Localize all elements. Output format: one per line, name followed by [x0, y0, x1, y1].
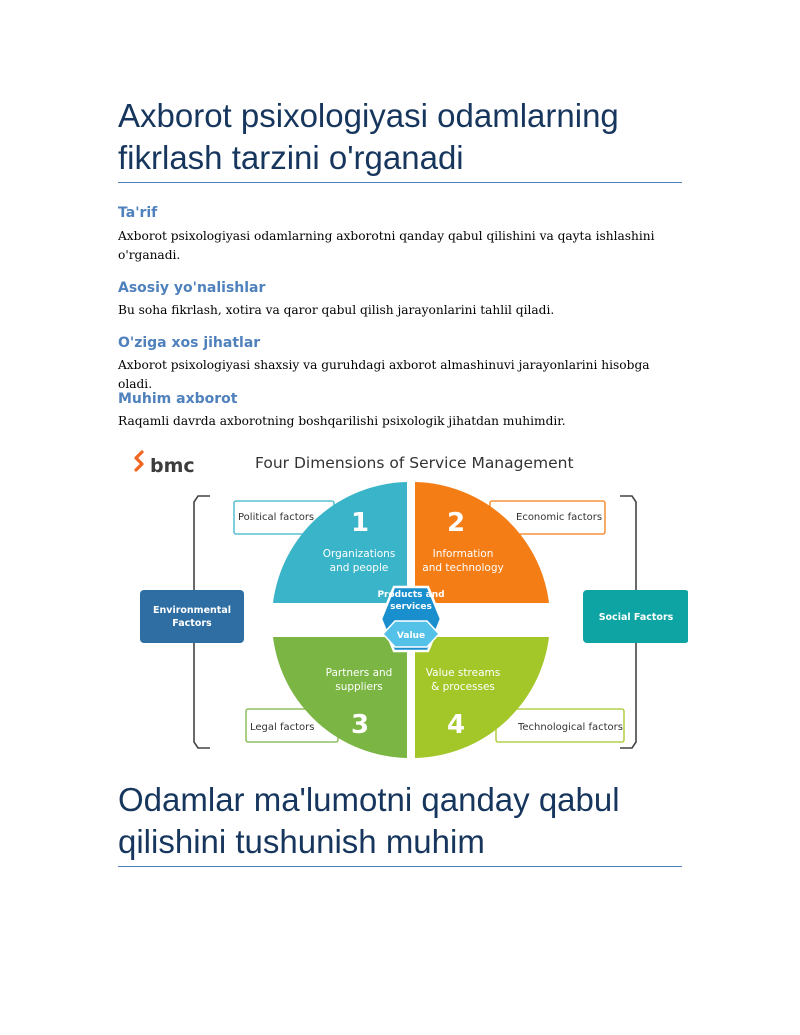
environmental-factors-line1: Environmental	[153, 605, 231, 616]
political-factors-label: Political factors	[238, 512, 315, 523]
diagram-svg	[118, 440, 688, 770]
service-management-figure	[118, 440, 688, 770]
section-heading-features: O'ziga xos jihatlar	[118, 335, 261, 351]
section-text-features: Axborot psixologiyasi shaxsiy va guruhdagi axborot almashinuvi jarayonlarini hisobga oladi.	[118, 358, 650, 391]
quadrant-3-label-line2: suppliers	[335, 681, 383, 693]
section-heading-definition: Ta'rif	[118, 205, 158, 221]
environmental-factors-box	[140, 590, 244, 643]
bmc-logo-text: bmc	[150, 455, 195, 477]
legal-factors-label: Legal factors	[250, 722, 315, 733]
technological-factors-label: Technological factors	[518, 722, 623, 733]
center-label-line2: services	[390, 602, 432, 612]
quadrant-4-number: 4	[446, 710, 466, 740]
title-underline	[118, 182, 682, 183]
quadrant-3-number: 3	[350, 710, 370, 740]
center-label-line1: Products and	[377, 590, 445, 600]
quadrant-4-label-line1: Value streams	[425, 667, 501, 679]
quadrant-1-label-line2: and people	[329, 562, 389, 574]
quadrant-1-label-line1: Organizations	[322, 548, 396, 560]
section-text-important: Raqamli davrda axborotning boshqarilishi psixologik jihatdan muhimdir.	[118, 414, 566, 428]
section-heading-directions: Asosiy yo'nalishlar	[118, 280, 266, 296]
second-title-underline	[118, 866, 682, 867]
section-heading-important: Muhim axborot	[118, 391, 238, 407]
quadrant-1	[273, 482, 407, 603]
quadrant-2	[415, 482, 549, 603]
economic-factors-label: Economic factors	[516, 512, 603, 523]
figure-title: Four Dimensions of Service Management	[255, 454, 574, 472]
bmc-logo	[136, 452, 195, 477]
environmental-factors-line2: Factors	[172, 618, 212, 629]
quadrant-3-label-line1: Partners and	[325, 667, 393, 679]
quadrant-2-label-line1: Information	[432, 548, 494, 560]
quadrant-4-label-line2: & processes	[431, 681, 495, 693]
quadrant-2-label-line2: and technology	[422, 562, 504, 574]
second-title: Odamlar ma'lumotni qanday qabul qilishini tushunish muhim	[118, 781, 620, 860]
section-text-definition: Axborot psixologiyasi odamlarning axborotni qanday qabul qilishini va qayta ishlashini o'rganadi.	[118, 229, 655, 262]
quadrant-1-number: 1	[350, 508, 370, 538]
quadrant-2-number: 2	[446, 508, 466, 538]
page-title: Axborot psixologiyasi odamlarning fikrlash tarzini o'rganadi	[118, 97, 619, 176]
social-factors-label: Social Factors	[598, 612, 674, 623]
value-label: Value	[396, 631, 426, 641]
bmc-logo-icon	[136, 452, 142, 470]
section-text-directions: Bu soha fikrlash, xotira va qaror qabul qilish jarayonlarini tahlil qiladi.	[118, 303, 555, 317]
